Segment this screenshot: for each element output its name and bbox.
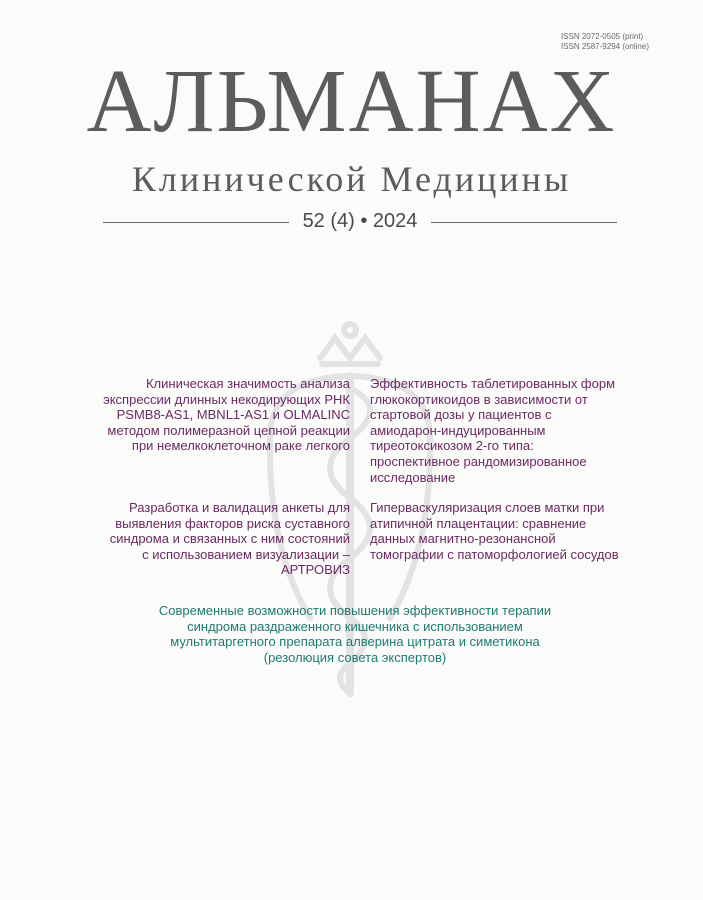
issn-print: ISSN 2072-0505 (print) (560, 32, 644, 41)
divider-left (103, 222, 289, 223)
issue-line (103, 208, 617, 236)
article-right-1[interactable]: Эффективность таблетированных форм глюкокортикоидов в зависимости от стартовой дозы у пациентов с амиодарон-индуцированным тиреотоксикозом 2-го типа: проспективное рандомизированное исследование (370, 376, 616, 485)
issn-online: ISSN 2587-9294 (online) (560, 42, 649, 51)
article-center[interactable]: Современные возможности повышения эффективности терапии синдрома раздраженного кишечника с использованием мультитаргетного препарата алверина цитрата и симетикона (резолюция совета экспертов) (158, 603, 552, 665)
article-left-1[interactable]: Клиническая значимость анализа экспрессии длинных некодирующих РНК PSMB8-AS1, MBNL1-AS1 и OLMALINC методом полимеразной цепной реакции при немелкоклеточном раке легкого (103, 376, 350, 454)
divider-right (431, 222, 617, 223)
article-left-2[interactable]: Разработка и валидация анкеты для выявления факторов риска суставного синдрома и связанных с ним состояний с использованием визуализации – АРТРОВИЗ (109, 500, 350, 578)
article-right-2[interactable]: Гиперваскуляризация слоев матки при атипичной плацентации: сравнение данных магнитно-резонансной томографии с патоморфологией сосудов (370, 500, 619, 562)
issn-block (561, 32, 649, 52)
journal-title: АЛЬМАНАХ (86, 52, 617, 151)
issue-number: 52 (4) • 2024 (302, 210, 418, 232)
journal-subtitle: Клинической Медицины (131, 159, 572, 199)
